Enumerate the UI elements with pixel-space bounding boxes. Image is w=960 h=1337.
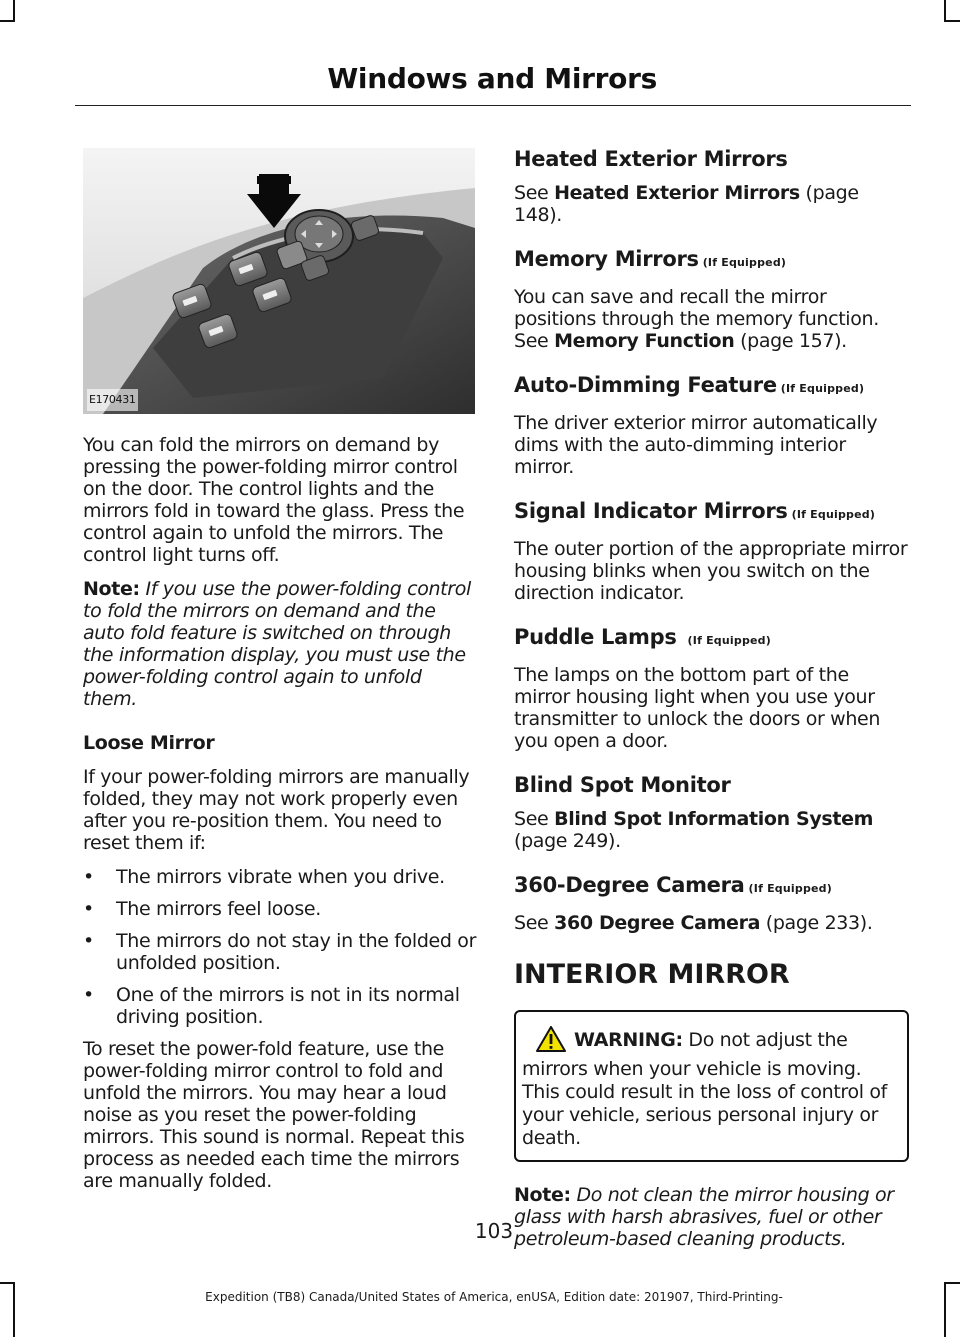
right-column	[514, 148, 909, 1262]
list-item	[83, 930, 478, 974]
loose-mirror-heading: Loose Mirror	[83, 732, 215, 754]
note-label: Note:	[83, 578, 140, 600]
left-column	[83, 148, 478, 1204]
section-heading: Auto-Dimming Feature (If Equipped)	[514, 373, 865, 397]
bullet-glyph: •	[83, 898, 94, 920]
crop-mark-top-right-v	[944, 0, 946, 22]
cross-reference: See Heated Exterior Mirrors (page 148).	[514, 182, 859, 226]
bullet-glyph: •	[83, 984, 94, 1006]
warning-text: Do not adjust the mirrors when your vehicle is moving. This could result in the loss of control of your vehicle, serious personal injury or death.	[522, 1029, 887, 1149]
if-equipped-tag: (If Equipped)	[791, 508, 876, 521]
warning-triangle-icon	[536, 1026, 566, 1058]
reference-link[interactable]: 360 Degree Camera	[554, 912, 761, 934]
reset-paragraph: To reset the power-fold feature, use the power-folding mirror control to fold and unfold the mirrors. You may hear a loud noise as you reset the power-folding mirrors. This sound is normal. Repeat this process as needed each time the mirrors are manually folded.	[83, 1038, 465, 1192]
section-text: The lamps on the bottom part of the mirror housing light when you use your transmitter to unlock the doors or when you open a door.	[514, 664, 881, 752]
mirror-control-figure	[83, 148, 475, 414]
crop-mark-bottom-left-h	[0, 1282, 15, 1284]
bullet-glyph: •	[83, 866, 94, 888]
figure-id: E170431	[87, 389, 138, 411]
reference-link[interactable]: Blind Spot Information System	[554, 808, 874, 830]
cross-reference: See Blind Spot Information System (page 249).	[514, 808, 874, 852]
if-equipped-tag: (If Equipped)	[702, 256, 787, 269]
note-text: If you use the power-folding control to fold the mirrors on demand and the auto fold feature is switched on through the information display, you must use the power-folding control again to unfold them.	[83, 578, 471, 710]
list-item-text: The mirrors do not stay in the folded or unfolded position.	[116, 930, 477, 974]
interior-mirror-heading: INTERIOR MIRROR	[514, 959, 790, 990]
list-item-text: The mirrors feel loose.	[116, 898, 321, 920]
reference-link[interactable]: Heated Exterior Mirrors	[554, 182, 800, 204]
list-item-text: The mirrors vibrate when you drive.	[116, 866, 445, 888]
section-heading: Puddle Lamps (If Equipped)	[514, 625, 771, 649]
note-paragraph	[83, 578, 478, 710]
section-heading: Signal Indicator Mirrors (If Equipped)	[514, 499, 876, 523]
section-heading: Memory Mirrors (If Equipped)	[514, 247, 787, 271]
warning-label: WARNING:	[574, 1029, 683, 1051]
reference-link[interactable]: Memory Function	[554, 330, 735, 352]
cross-reference: See 360 Degree Camera (page 233).	[514, 912, 873, 934]
section-360-camera	[514, 874, 909, 934]
section-heading: Heated Exterior Mirrors	[514, 147, 788, 171]
crop-mark-top-left-v	[13, 0, 15, 22]
fold-intro-paragraph: You can fold the mirrors on demand by pressing the power-folding mirror control on the door. The control lights and the mirrors fold in toward the glass. Press the control again to unfold the mirrors. The control light turns off.	[83, 434, 465, 566]
door-switch-panel-illustration	[83, 148, 475, 414]
section-heated-mirrors	[514, 148, 909, 226]
crop-mark-top-right-h	[944, 20, 960, 22]
bullet-glyph: •	[83, 930, 94, 952]
list-item	[83, 984, 478, 1028]
loose-mirror-list	[83, 866, 478, 1028]
loose-mirror-intro: If your power-folding mirrors are manually folded, they may not work properly even after you re-position them. You need to reset them if:	[83, 766, 470, 854]
footer-text: Expedition (TB8) Canada/United States of America, enUSA, Edition date: 201907, Third-Printing-	[205, 1290, 783, 1304]
crop-mark-top-left-h	[0, 20, 15, 22]
section-text: You can save and recall the mirror positions through the memory function. See Memory Function (page 157).	[514, 286, 879, 352]
if-equipped-tag: (If Equipped)	[748, 882, 832, 895]
section-text: The outer portion of the appropriate mirror housing blinks when you switch on the direction indicator.	[514, 538, 908, 604]
note-label: Note:	[514, 1184, 571, 1206]
section-text: The driver exterior mirror automatically dims with the auto-dimming interior mirror.	[514, 412, 878, 478]
section-blind-spot	[514, 774, 909, 852]
section-heading: Blind Spot Monitor	[514, 773, 731, 797]
note-text: Do not clean the mirror housing or glass with harsh abrasives, fuel or other petroleum-based cleaning products.	[514, 1184, 894, 1250]
page-header-title: Windows and Mirrors	[327, 62, 657, 95]
warning-box	[514, 1010, 909, 1162]
list-item-text: One of the mirrors is not in its normal driving position.	[116, 984, 460, 1028]
section-heading: 360-Degree Camera (If Equipped)	[514, 873, 832, 897]
page-number: 103	[474, 1219, 514, 1243]
list-item	[83, 898, 478, 920]
section-auto-dimming	[514, 374, 909, 478]
if-equipped-tag: (If Equipped)	[780, 382, 865, 395]
header-divider	[75, 105, 911, 106]
section-puddle-lamps	[514, 626, 909, 752]
list-item	[83, 866, 478, 888]
section-memory-mirrors	[514, 248, 909, 352]
crop-mark-bottom-right-h	[944, 1282, 960, 1284]
section-signal-indicator	[514, 500, 909, 604]
if-equipped-tag: (If Equipped)	[687, 634, 771, 647]
